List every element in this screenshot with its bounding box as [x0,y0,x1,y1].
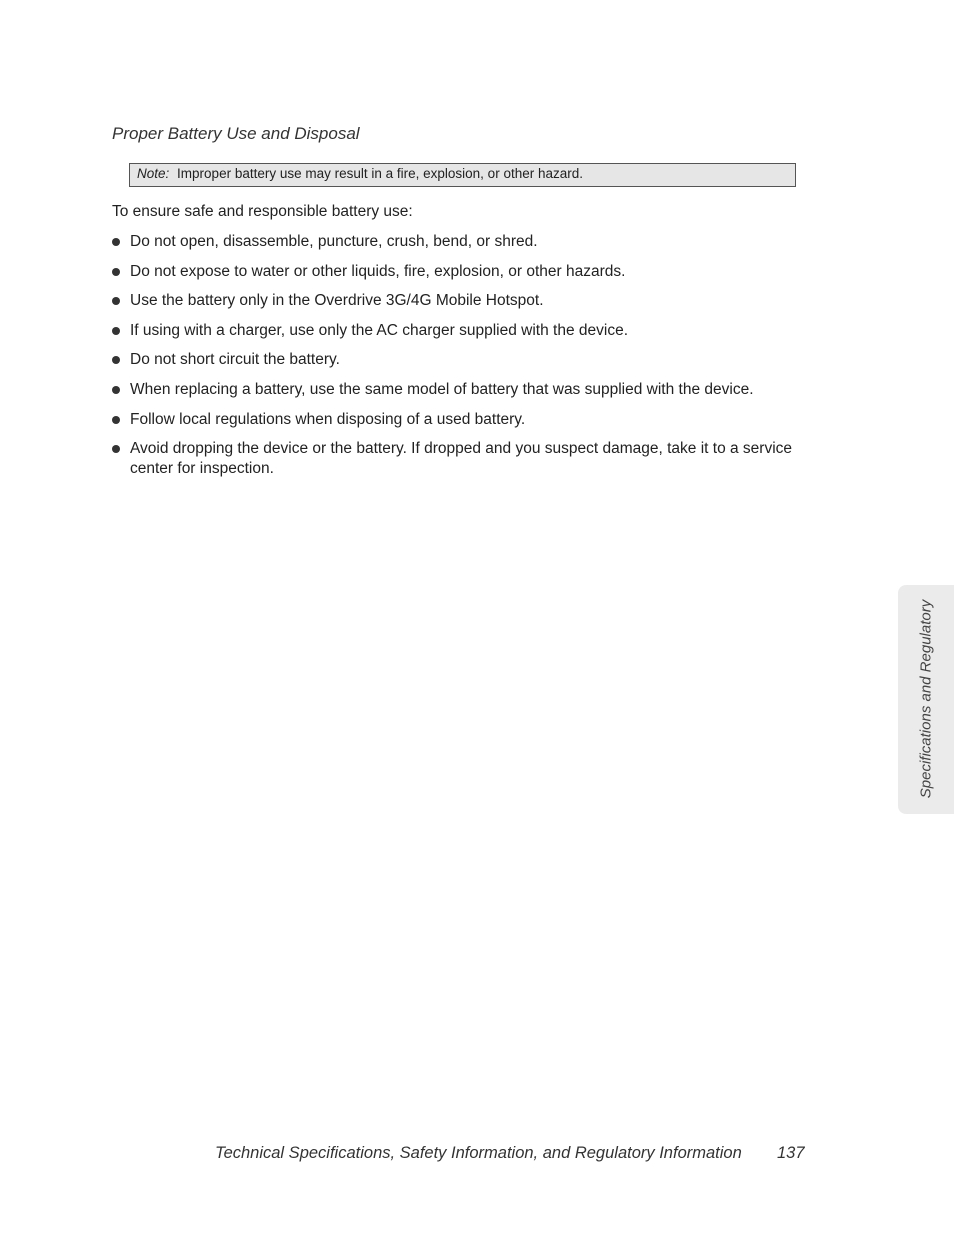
list-item-text: Do not open, disassemble, puncture, crush, bend, or shred. [130,233,538,250]
footer-title: Technical Specifications, Safety Information, and Regulatory Information [215,1144,742,1162]
side-tab-label: Specifications and Regulatory [917,599,935,799]
bullet-dot-icon [112,386,120,394]
side-tab [898,585,954,814]
page-number: 137 [777,1144,805,1162]
bullet-list [112,232,802,489]
bullet-dot-icon [112,327,120,335]
list-item-text: Use the battery only in the Overdrive 3G/4G Mobile Hotspot. [130,292,544,310]
list-item-text: When replacing a battery, use the same model of battery that was supplied with the device. [130,380,754,398]
list-item [112,321,802,341]
bullet-dot-icon [112,268,120,276]
note-box [129,163,796,187]
bullet-dot-icon [112,445,120,453]
list-item [112,232,802,252]
note-label: Note: [137,166,170,181]
list-item [112,439,802,479]
list-item-text: Do not short circuit the battery. [130,351,340,369]
bullet-dot-icon [112,416,120,424]
list-item [112,410,802,430]
list-item [112,380,802,400]
bullet-dot-icon [112,297,120,305]
list-item-text: If using with a charger, use only the AC charger supplied with the device. [130,321,629,339]
bullet-dot-icon [112,238,120,246]
list-item-text: Follow local regulations when disposing of a used battery. [130,410,526,428]
section-title: Proper Battery Use and Disposal [112,124,360,143]
bullet-dot-icon [112,356,120,364]
list-item [112,262,802,282]
list-item-text: Avoid dropping the device or the battery. If dropped and you suspect damage, take it to a service center for inspection. [130,440,793,478]
list-item [112,350,802,370]
intro-text: To ensure safe and responsible battery use: [112,203,413,220]
list-item-text: Do not expose to water or other liquids, fire, explosion, or other hazards. [130,262,626,280]
list-item [112,291,802,311]
note-text: Improper battery use may result in a fire, explosion, or other hazard. [177,166,583,181]
